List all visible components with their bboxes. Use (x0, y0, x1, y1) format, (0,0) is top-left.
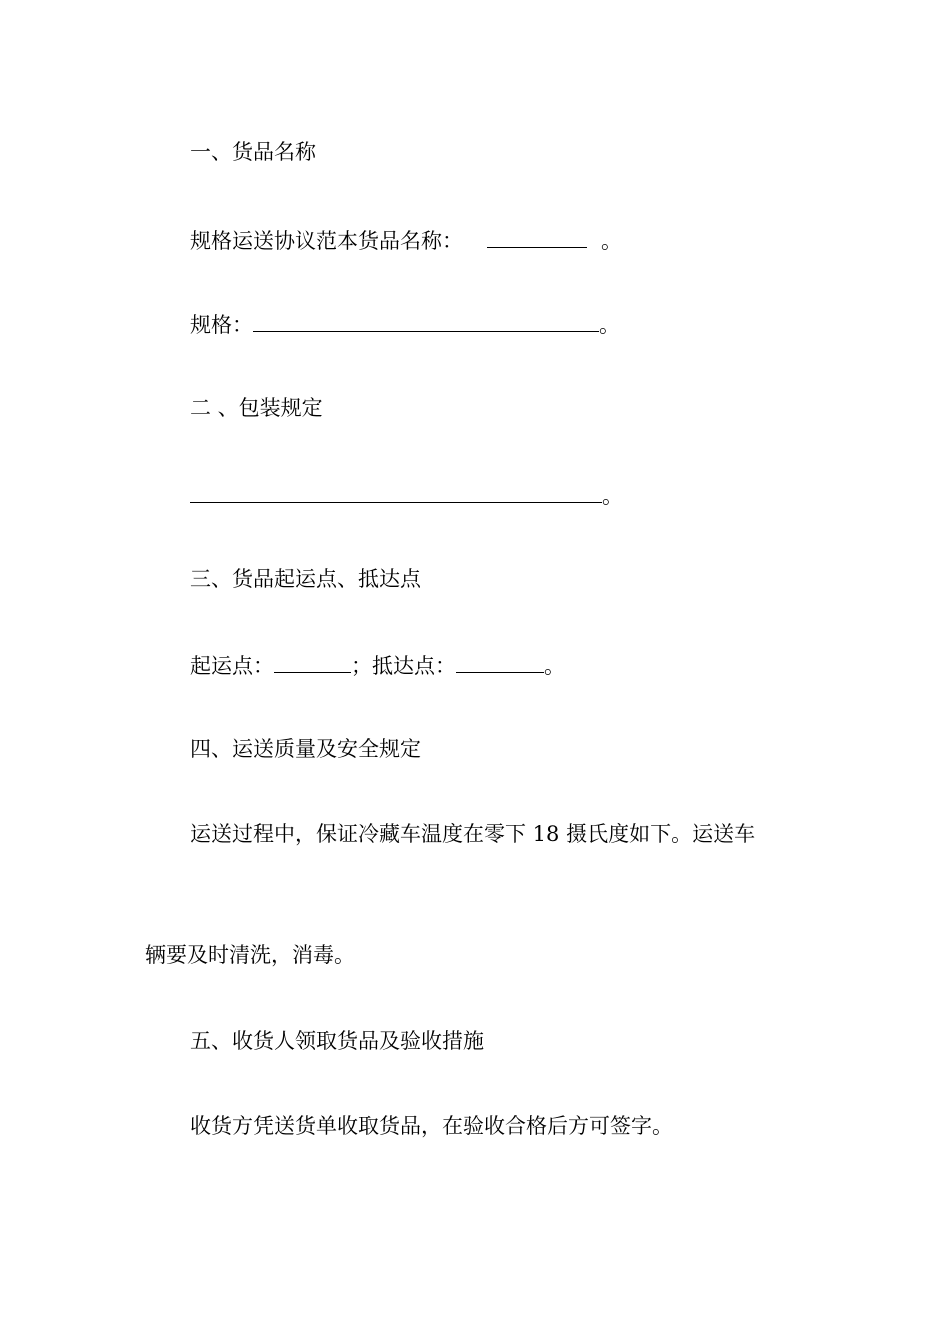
section-4-paragraph-line-2 (145, 941, 355, 969)
section-4-paragraph-text-2: 辆要及时清洗，消毒。 (145, 943, 355, 967)
section-2-heading (190, 394, 323, 422)
packaging-end: 。 (602, 484, 623, 508)
packaging-blank[interactable] (190, 480, 602, 503)
spec-end: 。 (599, 313, 620, 337)
section-3-heading-text: 三、货品起运点、抵达点 (190, 567, 421, 591)
destination-end: 。 (544, 654, 565, 678)
destination-blank[interactable] (456, 650, 544, 673)
section-5-heading-text: 五、收货人领取货品及验收措施 (190, 1029, 484, 1053)
section-5-heading (190, 1027, 484, 1055)
spec-blank[interactable] (253, 309, 599, 332)
section-4-paragraph-text-1: 运送过程中，保证冷藏车温度在零下 18 摄氏度如下。运送车 (190, 822, 756, 846)
destination-label: ；抵达点： (351, 654, 456, 678)
spec-label: 规格： (190, 313, 253, 337)
section-1-heading-text: 一、货品名称 (190, 140, 316, 164)
section-3-heading (190, 565, 421, 593)
section-5-paragraph (190, 1112, 673, 1140)
section-4-paragraph-line-1 (190, 820, 755, 848)
spec-line (190, 309, 620, 339)
section-4-heading-text: 四、运送质量及安全规定 (190, 737, 421, 761)
origin-blank[interactable] (274, 650, 351, 673)
section-2-heading-text: 二 、包装规定 (190, 396, 323, 420)
goods-name-label: 规格运送协议范本货品名称： (190, 229, 463, 253)
section-1-heading (190, 138, 316, 166)
goods-name-line (190, 225, 622, 255)
origin-label: 起运点： (190, 654, 274, 678)
section-4-heading (190, 735, 421, 763)
section-5-paragraph-text: 收货方凭送货单收取货品，在验收合格后方可签字。 (190, 1114, 673, 1138)
goods-name-blank[interactable] (487, 225, 587, 248)
packaging-line (190, 480, 623, 510)
goods-name-end: 。 (601, 229, 622, 253)
origin-destination-line (190, 650, 565, 680)
